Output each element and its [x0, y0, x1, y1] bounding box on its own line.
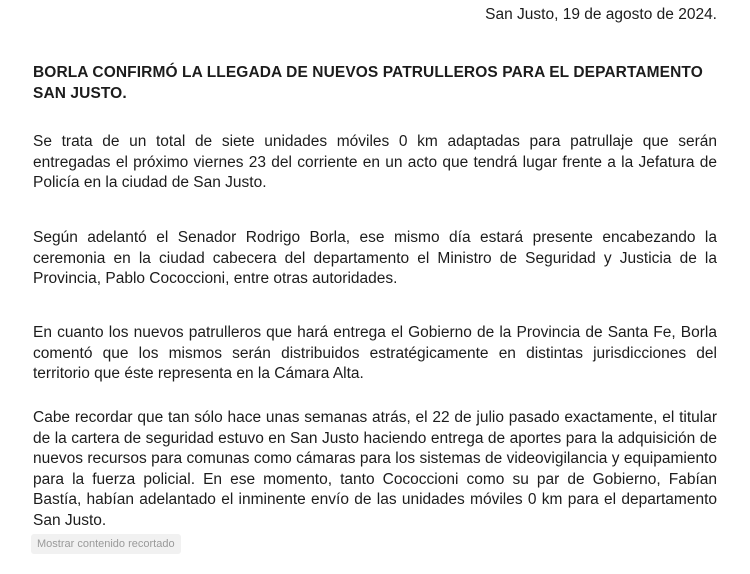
paragraph: Cabe recordar que tan sólo hace unas semanas atrás, el 22 de julio pasado exactamente, el titular de la cartera de seguridad estuvo en San Justo haciendo entrega de aportes para la adquisición de nuevos recursos para comunas como cámaras para los sistemas de videovigilancia y equipamiento para la fuerza policial. En ese momento, tanto Cococcioni como su par de Gobierno, Fabían Bastía, habían adelantado el inminente envío de las unidades móviles 0 km para el departamento San Justo. [33, 409, 717, 529]
paragraph: Se trata de un total de siete unidades móviles 0 km adaptadas para patrullaje que serán entregadas el próximo viernes 23 del corriente en un acto que tendrá lugar frente a la Jefatura de Policía en la ciudad de San Justo. [33, 133, 717, 191]
document-title: BORLA CONFIRMÓ LA LLEGADA DE NUEVOS PATRULLEROS PARA EL DEPARTAMENTO SAN JUSTO. [33, 64, 703, 102]
paragraph: Según adelantó el Senador Rodrigo Borla, ese mismo día estará presente encabezando la ceremonia en la ciudad cabecera del departamento el Ministro de Seguridad y Justicia de la Provincia, Pablo Cococcioni, entre otras autoridades. [33, 229, 717, 287]
show-trimmed-content-button[interactable]: Mostrar contenido recortado [31, 534, 181, 554]
dateline: San Justo, 19 de agosto de 2024. [485, 6, 717, 23]
paragraph: En cuanto los nuevos patrulleros que hará entrega el Gobierno de la Provincia de Santa Fe, Borla comentó que los mismos serán distribuidos estratégicamente en distintas jurisdicciones del territorio que éste representa en la Cámara Alta. [33, 324, 717, 382]
